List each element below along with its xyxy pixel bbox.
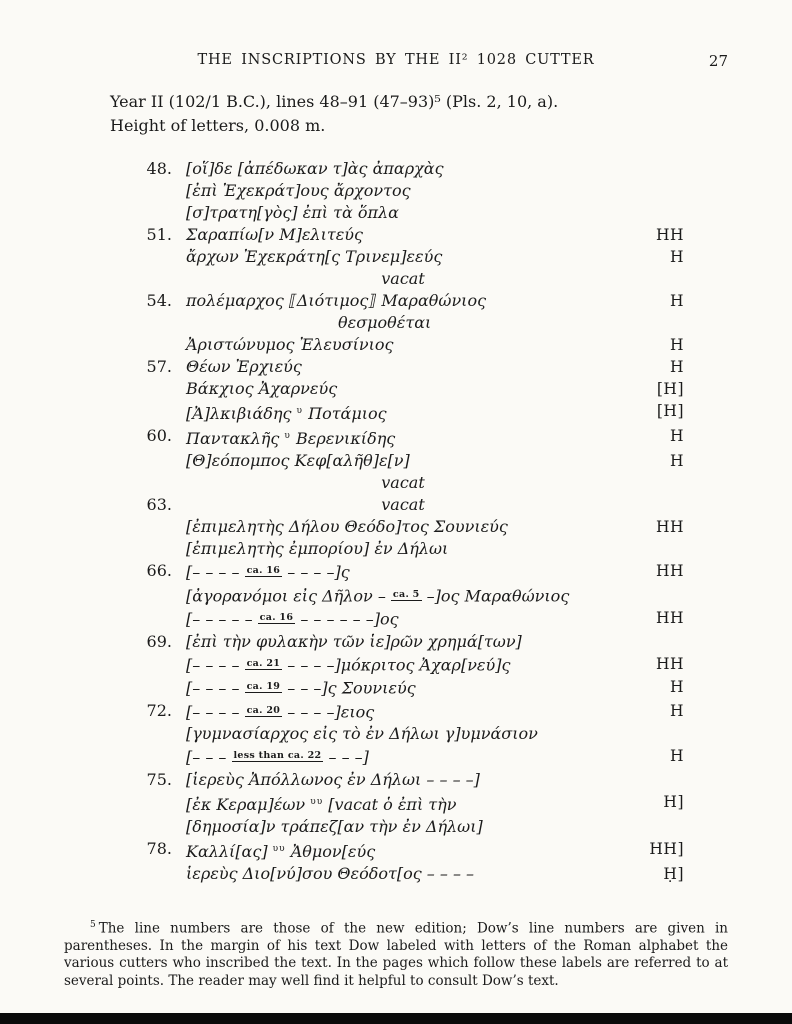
line-number — [120, 538, 186, 560]
letter-tally: HH — [655, 226, 684, 244]
inscription-line — [120, 676, 684, 700]
letter-tally: H — [669, 358, 684, 376]
letter-tally — [620, 631, 684, 653]
greek-text: Σαραπίω[ν Μ]ελιτεύς — [186, 225, 363, 244]
line-number — [120, 312, 186, 334]
line-number — [120, 584, 186, 608]
lacuna-size-label: ca. 16 — [246, 565, 281, 576]
letter-tally: HH — [655, 518, 684, 536]
inscription-line — [120, 653, 684, 677]
greek-text: Θέων Ἐρχιεύς — [186, 357, 302, 376]
line-number — [120, 791, 186, 816]
vacat-mark: υ — [296, 406, 304, 416]
letter-tally — [620, 723, 684, 745]
inscription-line — [120, 378, 684, 400]
inscription-line — [120, 158, 684, 180]
letter-tally: Ḥ] — [663, 864, 684, 883]
inscription-line — [120, 516, 684, 538]
greek-text: [– – – – $^{ca. 20}$ – – – –]ειος — [186, 702, 375, 721]
greek-text: θεσμοθέται — [338, 313, 432, 332]
greek-text: [ἐπὶ Ἐχεκράτ]ους ἄρχοντος — [186, 181, 411, 200]
footnote-marker: 5 — [90, 919, 96, 930]
inscription-line — [120, 268, 684, 290]
letter-tally — [620, 538, 684, 560]
greek-text: Καλλί[ας] $^{\upsilon\upsilon}$ Ἀθμον[εύς — [186, 841, 376, 861]
line-number — [120, 676, 186, 700]
greek-text: vacat — [381, 269, 425, 288]
greek-text: [ἐκ Κεραμ]έων $^{\upsilon\upsilon}$ [vacat ὁ ἐπὶ τὴν — [186, 794, 457, 814]
letter-tally: HH — [655, 609, 684, 627]
letter-tally: [H] — [656, 402, 684, 420]
inscription-line — [120, 700, 684, 724]
letter-tally: H — [669, 248, 684, 266]
letter-tally: H — [669, 336, 684, 354]
inscription-line — [120, 450, 684, 472]
inscription-line — [120, 631, 684, 653]
greek-text: [Ἀ]λκιβιάδης $^\upsilon$ Ποτάμιος — [186, 404, 387, 423]
inscription-line — [120, 425, 684, 450]
lacuna-size-label: ca. 21 — [246, 657, 281, 669]
line-number — [120, 378, 186, 400]
lacuna-size-label: ca. 16 — [259, 612, 294, 623]
greek-text: ἄρχων Ἐχεκράτη[ς Τρινεμ]εεύς — [186, 247, 443, 266]
greek-text: πολέμαρχος ⟦Διότιμος⟧ Μαραθώνιος — [186, 291, 487, 310]
inscription-transcription — [120, 158, 684, 885]
letter-tally: H — [669, 747, 684, 765]
inscription-line — [120, 356, 684, 378]
greek-text: [– – – – $^{ca. 19}$ – – –]ς Σουνιεύς — [186, 678, 416, 698]
inscription-line — [120, 863, 684, 885]
footnote — [64, 917, 728, 991]
line-number: 78. — [146, 838, 172, 858]
greek-text: [Θ]εόπομπος Κεφ[αλῆθ]ε[ν] — [186, 451, 410, 470]
line-number: 75. — [146, 769, 172, 789]
greek-text: [οἵ]δε [ἀπέδωκαν τ]ὰς ἀπαρχὰς — [186, 159, 444, 178]
letter-tally — [620, 816, 684, 838]
inscription-line — [120, 246, 684, 268]
line-number — [120, 180, 186, 202]
inscription-line — [120, 494, 684, 516]
greek-text: Βάκχιος Ἀχαρνεύς — [186, 379, 338, 398]
inscription-line — [120, 538, 684, 560]
inscription-line — [120, 334, 684, 356]
line-number: 57. — [146, 357, 172, 376]
line-number: 63. — [146, 495, 172, 514]
inscription-line — [120, 202, 684, 224]
inscription-line — [120, 290, 684, 312]
lacuna-size-label: ca. 5 — [392, 588, 420, 600]
letter-tally: H — [669, 452, 684, 470]
greek-text: vacat — [381, 473, 425, 492]
inscription-line — [120, 745, 684, 769]
letter-tally: H] — [663, 792, 684, 811]
greek-text: [– – – – – $^{ca. 16}$ – – – – – –]ος — [186, 609, 399, 629]
letter-tally — [620, 472, 684, 494]
line-number: 72. — [146, 700, 172, 720]
letter-tally: H — [669, 292, 684, 310]
letter-tally — [620, 494, 684, 516]
inscription-line — [120, 312, 684, 334]
letter-tally: H — [669, 678, 684, 696]
lacuna-size-label: ca. 19 — [246, 681, 281, 692]
greek-text: [ἐπιμελητὴς ἐμπορίου] ἐν Δήλωι — [186, 539, 449, 558]
inscription-line — [120, 769, 684, 791]
line-number — [120, 268, 186, 290]
inscription-line — [120, 723, 684, 745]
line-number — [120, 202, 186, 224]
running-header — [0, 0, 792, 68]
line-number: 66. — [146, 561, 172, 580]
lacuna-size-label: less than ca. 22 — [233, 750, 322, 761]
greek-text: [– – – – $^{ca. 21}$ – – – –]μόκριτος Ἀχαρ[νεύ]ς — [186, 655, 511, 674]
inscription-line — [120, 180, 684, 202]
inscription-line — [120, 838, 684, 863]
greek-text: ἱερεὺς Διο[νύ]σου Θεόδοτ[ος – – – – — [186, 863, 475, 883]
page-number: 27 — [708, 52, 728, 70]
greek-text: [γυμνασίαρχος εἰς τὸ ἐν Δήλωι γ]υμνάσιον — [186, 724, 538, 743]
inscription-line — [120, 400, 684, 425]
greek-text: [σ]τρατη[γὸς] ἐπὶ τὰ ὅπλα — [186, 203, 399, 222]
line-number: 48. — [146, 159, 172, 178]
greek-text: [– – – – $^{ca. 16}$ – – – –]ς — [186, 562, 350, 582]
scan-edge-artifact — [0, 1013, 792, 1024]
letter-tally: H — [669, 427, 684, 445]
line-number — [120, 723, 186, 745]
letter-tally — [620, 268, 684, 290]
line-number — [120, 516, 186, 538]
letter-tally: [H] — [656, 380, 684, 398]
inscription-line — [120, 472, 684, 494]
intro-block — [110, 90, 792, 138]
greek-text: [ἀγορανόμοι εἰς Δῆλον – $^{ca. 5}$ –]ος Μαραθώνιος — [186, 586, 570, 605]
vacat-mark: υυ — [310, 796, 324, 807]
line-number — [120, 246, 186, 268]
greek-text: [– – – $^{less than ca. 22}$ – – –] — [186, 747, 369, 767]
intro-line-letter-height: Height of letters, 0.008 m. — [110, 116, 326, 135]
intro-line-year: Year II (102/1 B.C.), lines 48–91 (47–93)⁵ (Pls. 2, 10, a). — [110, 92, 559, 111]
line-number — [120, 607, 186, 631]
inscription-line — [120, 791, 684, 816]
greek-text: Ἀριστώνυμος Ἐλευσίνιος — [186, 335, 394, 354]
greek-text: [ἱερεὺς Ἀπόλλωνος ἐν Δήλωι – – – –] — [186, 769, 480, 789]
line-number: 51. — [146, 225, 172, 244]
letter-tally — [620, 584, 684, 608]
letter-tally — [620, 180, 684, 202]
line-number: 60. — [146, 426, 172, 445]
inscription-line — [120, 224, 684, 246]
line-number — [120, 863, 186, 885]
inscription-line — [120, 607, 684, 631]
letter-tally — [620, 769, 684, 791]
line-number — [120, 745, 186, 769]
lacuna-size-label: ca. 20 — [246, 704, 281, 716]
inscription-line — [120, 560, 684, 584]
line-number — [120, 334, 186, 356]
greek-text: [ἐπὶ τὴν φυλακὴν τῶν ἱε]ρῶν χρημά[των] — [186, 631, 522, 651]
line-number — [120, 472, 186, 494]
letter-tally — [620, 312, 684, 334]
page-title: THE INSCRIPTIONS BY THE II² 1028 CUTTER — [197, 52, 595, 68]
letter-tally: H — [669, 701, 684, 720]
vacat-mark: υυ — [272, 843, 286, 854]
letter-tally — [620, 202, 684, 224]
inscription-line — [120, 816, 684, 838]
footnote-text: The line numbers are those of the new edition; Dow’s line numbers are given in parentheses. In the margin of his text Dow labeled with letters of the Roman alphabet the various cutters who inscribed the text. In the pages which follow these labels are referred to at several points. The reader may well find it helpful to consult Dow’s text. — [64, 920, 728, 989]
line-number — [120, 400, 186, 425]
letter-tally: HH — [655, 654, 684, 673]
vacat-mark: υ — [284, 431, 291, 441]
greek-text: vacat — [381, 495, 425, 514]
line-number — [120, 816, 186, 838]
letter-tally: HH] — [649, 839, 684, 858]
letter-tally — [620, 158, 684, 180]
letter-tally: HH — [655, 562, 684, 580]
line-number: 54. — [146, 291, 172, 310]
greek-text: Παντακλῆς $^\upsilon$ Βερενικίδης — [186, 429, 396, 448]
greek-text: [δημοσία]ν τράπεζ[αν τὴν ἐν Δήλωι] — [186, 816, 483, 836]
line-number — [120, 450, 186, 472]
line-number: 69. — [146, 631, 172, 651]
inscription-line — [120, 584, 684, 608]
greek-text: [ἐπιμελητὴς Δήλου Θεόδο]τος Σουνιεύς — [186, 517, 508, 536]
line-number — [120, 653, 186, 677]
